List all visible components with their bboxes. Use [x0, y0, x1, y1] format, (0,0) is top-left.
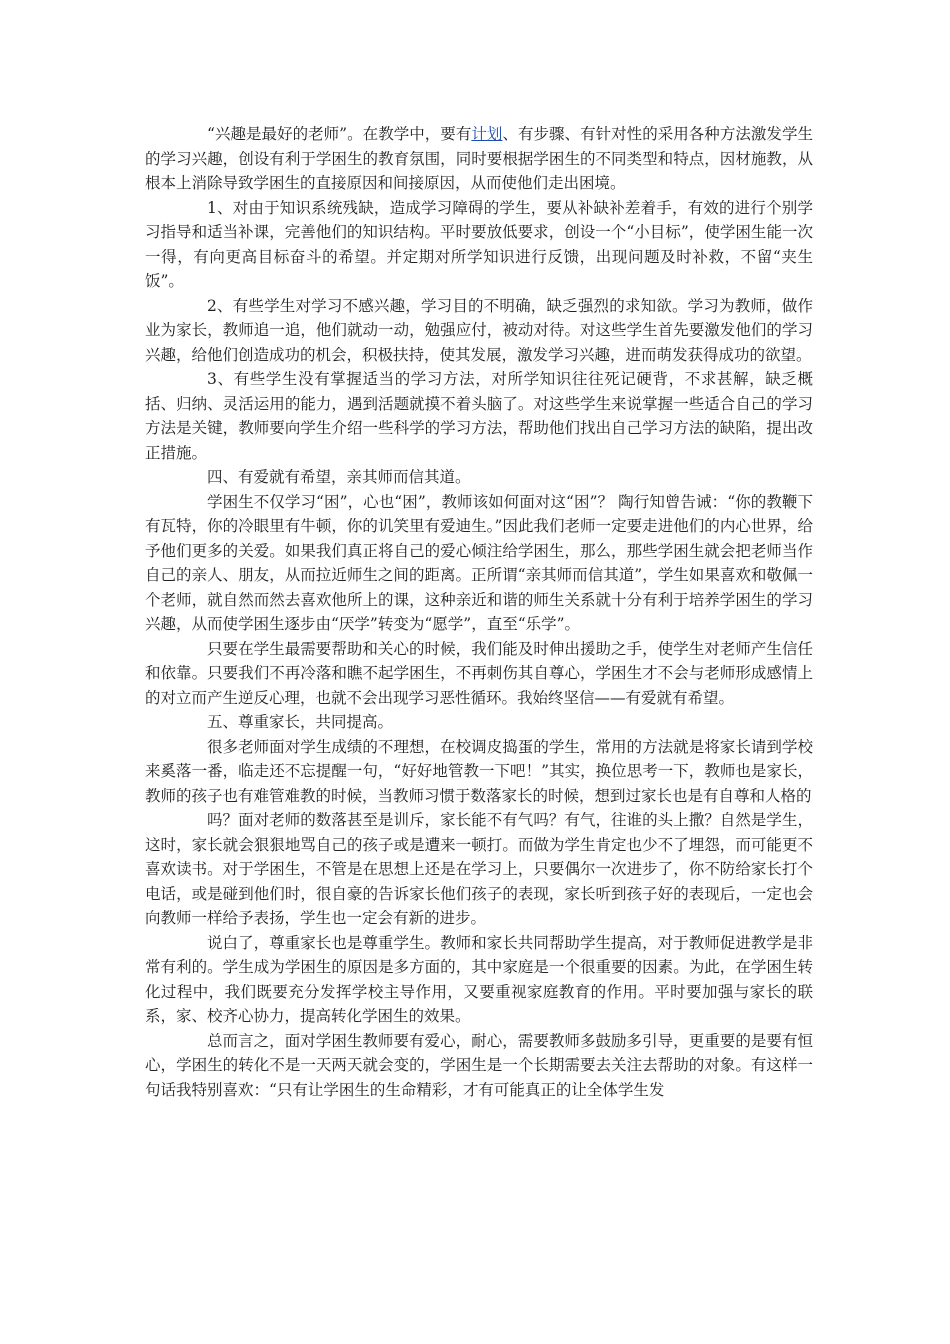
paragraph-conclusion: 总而言之，面对学困生教师要有爱心，耐心，需要教师多鼓励多引导，更重要的是要有恒心，学困生的转化不是一天两天就会变的，学困生是一个长期需要去关注去帮助的对象。有这样一句话我特别喜欢：“只有让学困生的生命精彩，才有可能真正的让全体学生发 — [145, 1031, 813, 1099]
paragraph-interest-after: 、有步骤、有针对性的采用各种方法激发学生的学习兴趣，创设有利于学困生的教育氛围，同时要根据学困生的不同类型和特点，因材施教，从根本上消除导致学困生的直接原因和间接原因，从而使他们走出困境。 — [145, 125, 813, 192]
document-body — [145, 122, 813, 1102]
paragraph-interest — [145, 122, 813, 196]
paragraph-respect: 说白了，尊重家长也是尊重学生。教师和家长共同帮助学生提高，对于教师促进教学是非常有利的。学生成为学困生的原因是多方面的，其中家庭是一个很重要的因素。为此，在学困生转化过程中，我们既要充分发挥学校主导作用，又要重视家庭教育的作用。平时要加强与家长的联系，家、校齐心协力，提高转化学困生的效果。 — [145, 933, 813, 1025]
section-heading-five: 五、尊重家长，共同提高。 — [207, 713, 394, 731]
paragraph-interest-before: “兴趣是最好的老师”。在教学中，要有 — [207, 125, 472, 143]
paragraph-parents-continued: 吗？面对老师的数落甚至是训斥，家长能不有气吗？有气，往谁的头上撒？自然是学生，这时，家长就会狠狠地骂自己的孩子或是遭来一顿打。而做为学生肯定也少不了埋怨，而可能更不喜欢读书。对于学困生，不管是在思想上还是在学习上，只要偶尔一次进步了，你不防给家长打个电话，或是碰到他们时，很自豪的告诉家长他们孩子的表现，家长听到孩子好的表现后，一定也会向教师一样给予表扬，学生也一定会有新的进步。 — [145, 811, 813, 927]
plan-link[interactable]: 计划 — [471, 125, 503, 143]
section-heading-four: 四、有爱就有希望，亲其师而信其道。 — [207, 468, 471, 486]
paragraph-point-1: 1、对由于知识系统残缺，造成学习障碍的学生，要从补缺补差着手，有效的进行个别学习指导和适当补课，完善他们的知识结构。平时要放低要求，创设一个“小目标”，使学困生能一次一得，有向更高目标奋斗的希望。并定期对所学知识进行反馈，出现问题及时补救，不留“夹生饭”。 — [145, 198, 813, 290]
paragraph-point-3: 3、有些学生没有掌握适当的学习方法，对所学知识往往死记硬背，不求甚解，缺乏概括、归纳、灵活运用的能力，遇到活题就摸不着头脑了。对这些学生来说掌握一些适合自己的学习方法是关键，教师要向学生介绍一些科学的学习方法，帮助他们找出自己学习方法的缺陷，提出改正措施。 — [145, 370, 813, 462]
paragraph-help: 只要在学生最需要帮助和关心的时候，我们能及时伸出援助之手，使学生对老师产生信任和依靠。只要我们不再冷落和瞧不起学困生，不再刺伤其自尊心，学困生才不会与老师形成感情上的对立而产生逆反心理，也就不会出现学习恶性循环。我始终坚信——有爱就有希望。 — [145, 639, 813, 707]
paragraph-parents: 很多老师面对学生成绩的不理想，在校调皮捣蛋的学生，常用的方法就是将家长请到学校来奚落一番，临走还不忘提醒一句，“好好地管教一下吧！”其实，换位思考一下，教师也是家长，教师的孩子也有难管难教的时候，当教师习惯于数落家长的时候，想到过家长也是有自尊和人格的 — [145, 737, 813, 805]
paragraph-love: 学困生不仅学习“困”，心也“困”，教师该如何面对这“困”？ 陶行知曾告诫：“你的教鞭下有瓦特，你的冷眼里有牛顿，你的讥笑里有爱迪生。”因此我们老师一定要走进他们的内心世界，给予他们更多的关爱。如果我们真正将自己的爱心倾注给学困生，那么，那些学困生就会把老师当作自己的亲人、朋友，从而拉近师生之间的距离。正所谓“亲其师而信其道”，学生如果喜欢和敬佩一个老师，就自然而然去喜欢他所上的课，这种亲近和谐的师生关系就十分有利于培养学困生的学习兴趣，从而使学困生逐步由“厌学”转变为“愿学”，直至“乐学”。 — [145, 492, 813, 633]
paragraph-point-2: 2、有些学生对学习不感兴趣，学习目的不明确，缺乏强烈的求知欲。学习为教师，做作业为家长，教师追一追，他们就动一动，勉强应付，被动对待。对这些学生首先要激发他们的学习兴趣，给他们创造成功的机会，积极扶持，使其发展，激发学习兴趣，进而萌发获得成功的欲望。 — [145, 296, 813, 364]
